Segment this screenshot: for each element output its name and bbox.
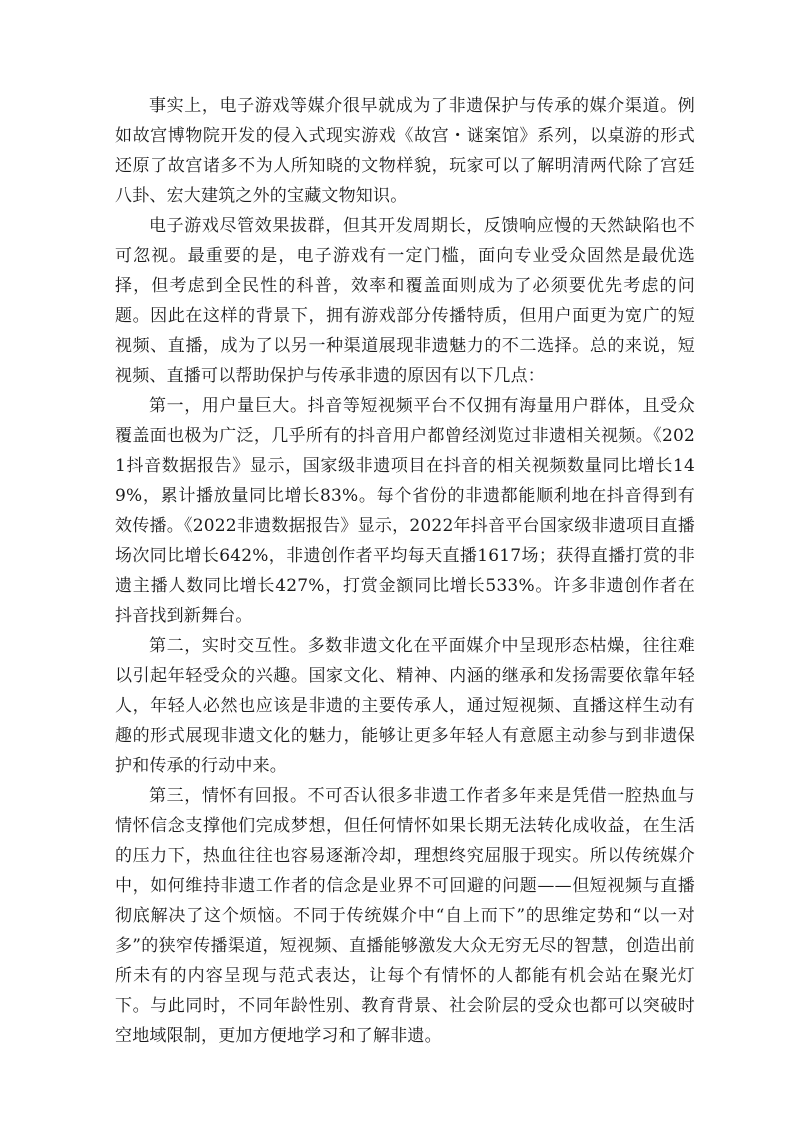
document-body bbox=[115, 91, 695, 1051]
paragraph-short-video-choice: 电子游戏尽管效果拔群，但其开发周期长，反馈响应慢的天然缺陷也不可忽视。最重要的是，电子游戏有一定门槛，面向专业受众固然是最优选择，但考虑到全民性的科普，效率和覆盖面则成为了必须要优先考虑的问题。因此在这样的背景下，拥有游戏部分传播特质，但用户面更为宽广的短视频、直播，成为了以另一种渠道展现非遗魅力的不二选择。总的来说，短视频、直播可以帮助保护与传承非遗的原因有以下几点： bbox=[115, 216, 695, 386]
paragraph-game-media: 事实上，电子游戏等媒介很早就成为了非遗保护与传承的媒介渠道。例如故宫博物院开发的侵入式现实游戏《故宫・谜案馆》系列，以桌游的形式还原了故宫诸多不为人所知晓的文物样貌，玩家可以了解明清两代除了宫廷八卦、宏大建筑之外的宝藏文物知识。 bbox=[115, 96, 695, 206]
paragraph-reward: 第三，情怀有回报。不可否认很多非遗工作者多年来是凭借一腔热血与情怀信念支撑他们完成梦想，但任何情怀如果长期无法转化成收益，在生活的压力下，热血往往也容易逐渐冷却，理想终究屈服于现实。所以传统媒介中，如何维持非遗工作者的信念是业界不可回避的问题——但短视频与直播彻底解决了这个烦恼。不同于传统媒介中“自上而下”的思维定势和“以一对多”的狭窄传播渠道，短视频、直播能够激发大众无穷无尽的智慧，创造出前所未有的内容呈现与范式表达，让每个有情怀的人都能有机会站在聚光灯下。与此同时，不同年龄性别、教育背景、社会阶层的受众也都可以突破时空地域限制，更加方便地学习和了解非遗。 bbox=[115, 786, 695, 1046]
paragraph-interactivity: 第二，实时交互性。多数非遗文化在平面媒介中呈现形态枯燥，往往难以引起年轻受众的兴趣。国家文化、精神、内涵的继承和发扬需要依靠年轻人，年轻人必然也应该是非遗的主要传承人，通过短视频、直播这样生动有趣的形式展现非遗文化的魅力，能够让更多年轻人有意愿主动参与到非遗保护和传承的行动中来。 bbox=[115, 636, 695, 776]
paragraph-user-volume: 第一，用户量巨大。抖音等短视频平台不仅拥有海量用户群体，且受众覆盖面也极为广泛，几乎所有的抖音用户都曾经浏览过非遗相关视频。《2021抖音数据报告》显示，国家级非遗项目在抖音的相关视频数量同比增长149%，累计播放量同比增长83%。每个省份的非遗都能顺利地在抖音得到有效传播。《2022非遗数据报告》显示，2022年抖音平台国家级非遗项目直播场次同比增长642%，非遗创作者平均每天直播1617场；获得直播打赏的非遗主播人数同比增长427%，打赏金额同比增长533%。许多非遗创作者在抖音找到新舞台。 bbox=[115, 396, 695, 626]
